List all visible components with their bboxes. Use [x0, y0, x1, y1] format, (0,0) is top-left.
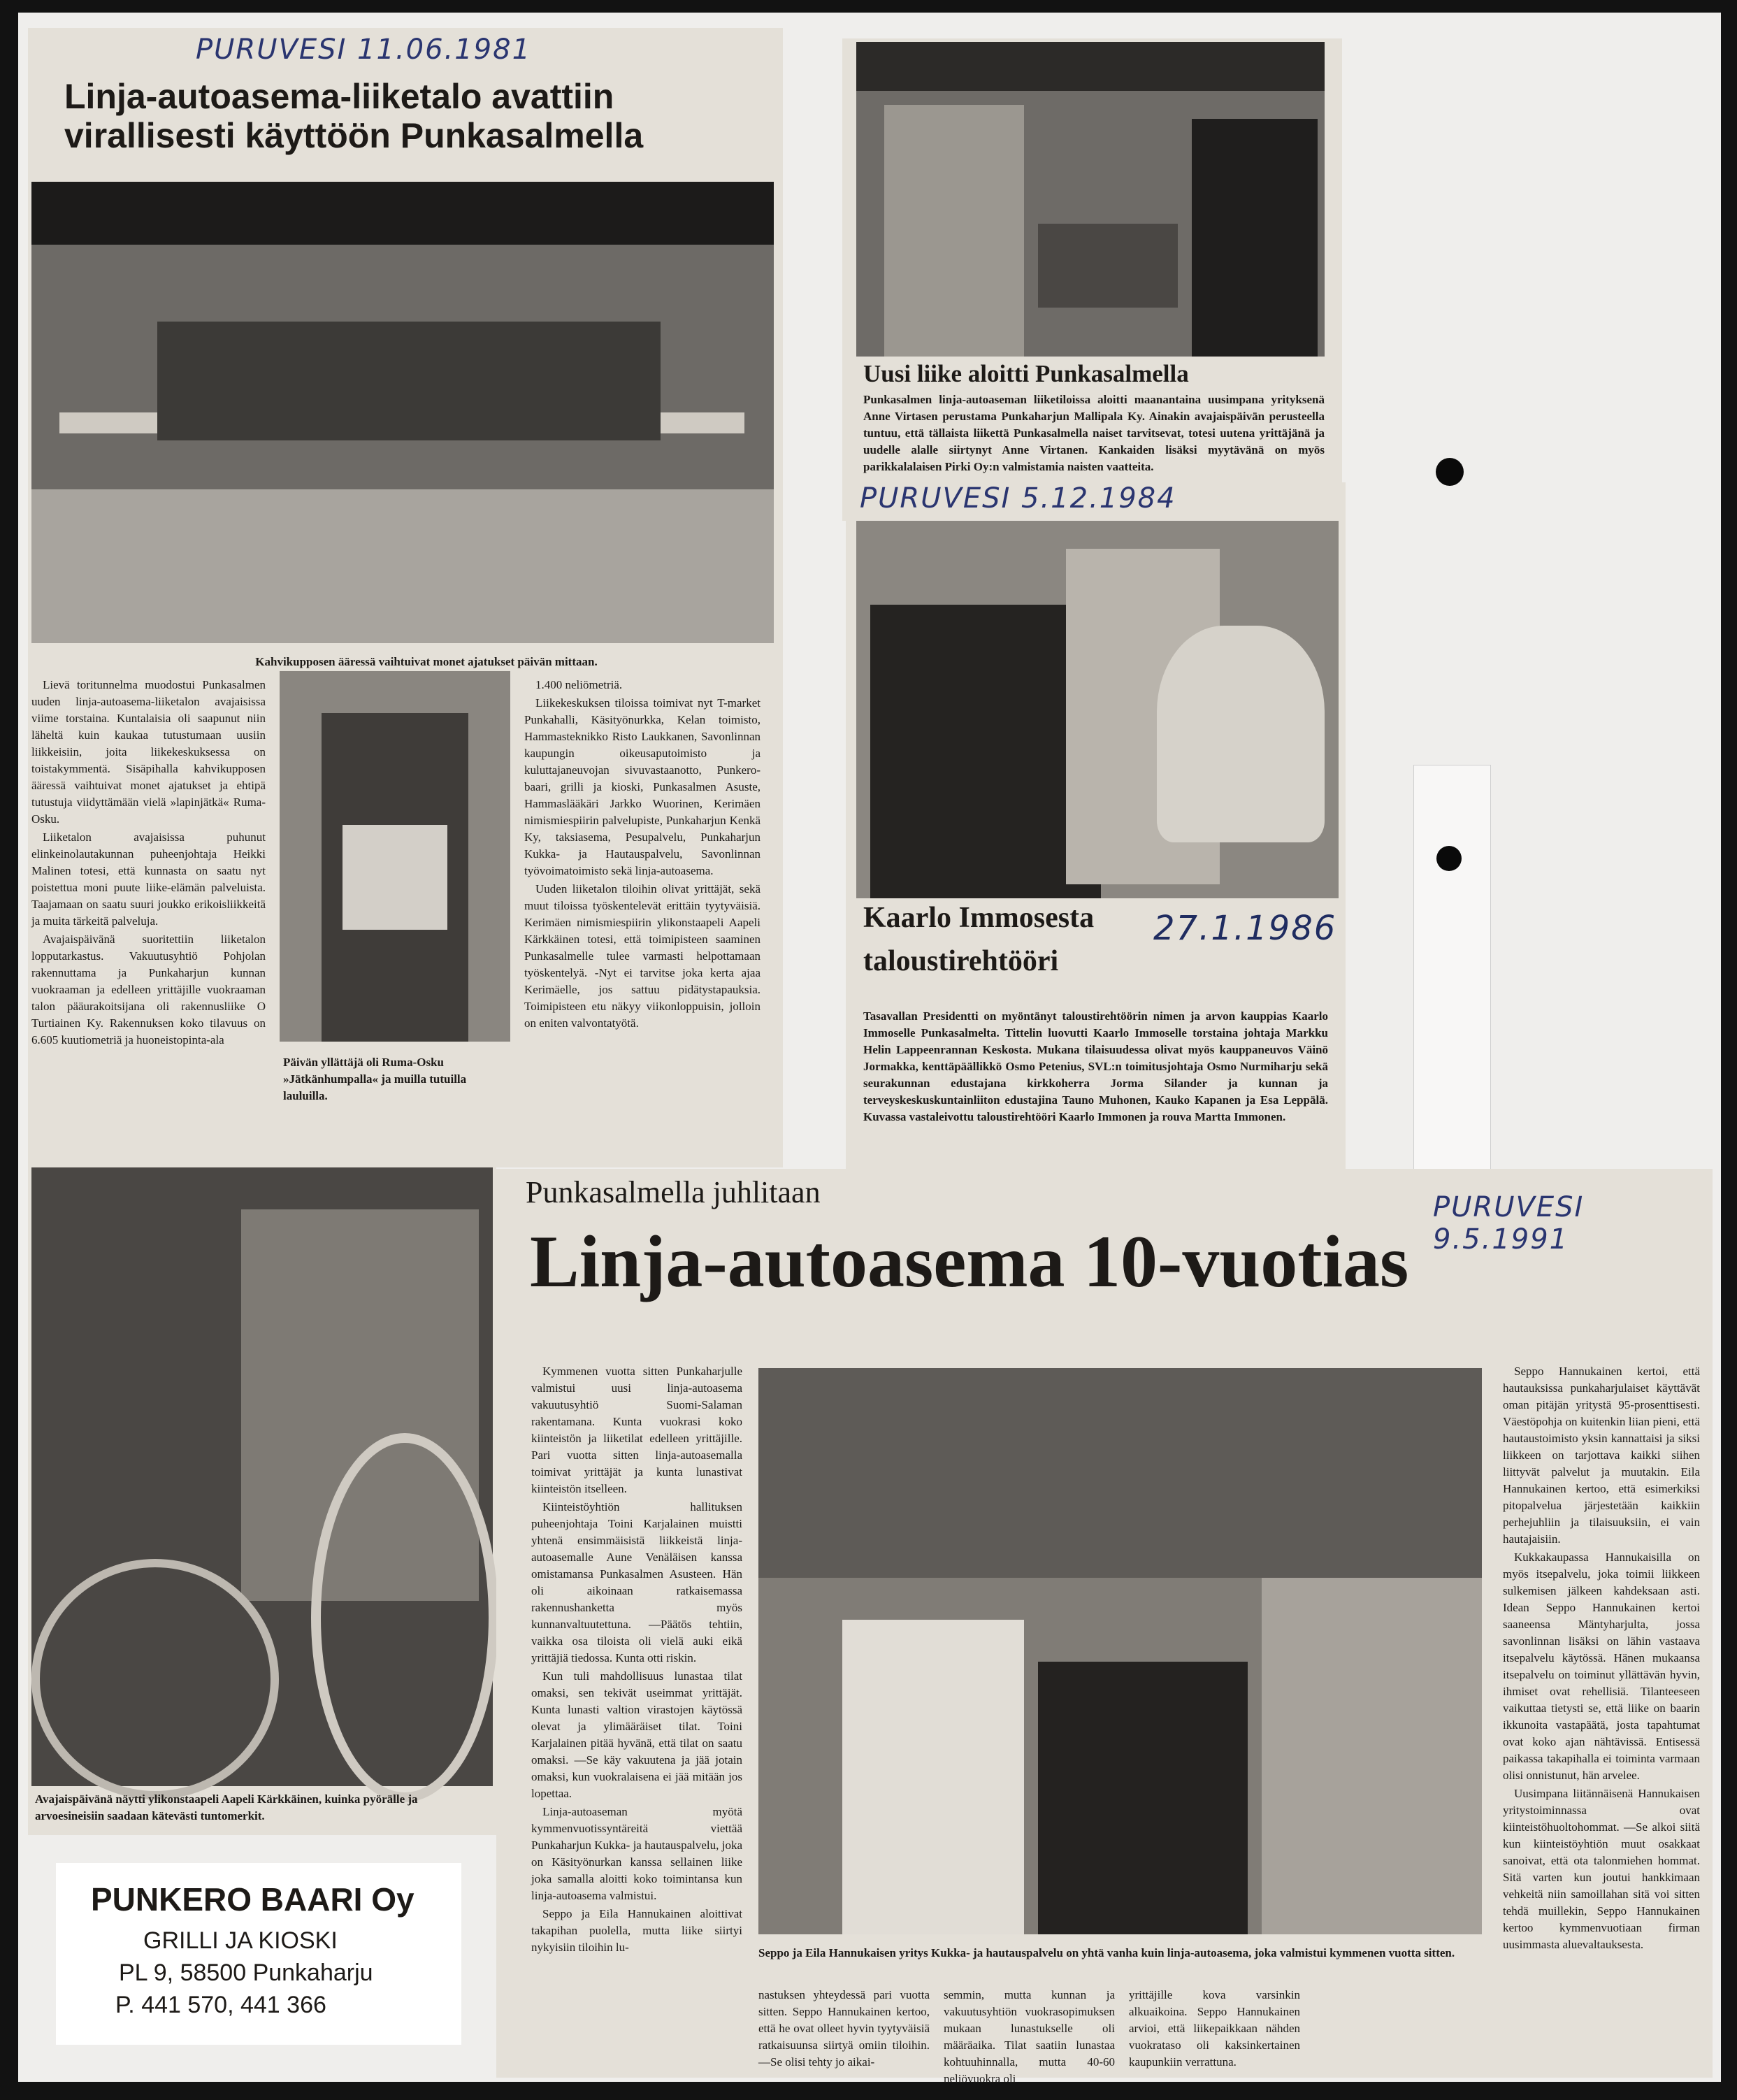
headline-1981: Linja-autoasema-liiketalo avattiin virallisesti käyttöön Punkasalmella: [64, 77, 644, 155]
headline-uusi-liike: Uusi liike aloitti Punkasalmella: [863, 360, 1189, 387]
paragraph: Kun tuli mahdollisuus lunastaa tilat omaksi, sen tekivät useimmat yrittäjät. Kunta lunasti valtion virastojen käytössä olevat ja ylimääräiset tilat. Toini Karjalainen pitää hyvänä, että tilat on saatu omaksi. —Se käy vakuutena ja jää jotain omaksi, kun vuokralaisena ei jää mitään jos lopettaa.: [531, 1669, 742, 1800]
paragraph: Kiinteistöyhtiön hallituksen puheenjohtaja Toini Karjalainen muistti yhtenä ensimmäisistä liikkeistä linja-autoasemalle Aune Venäläisen kanssa omistamansa Punkasalmen Asusteen. Hän oli aikoinaan ratkaisemassa rakennushanketta myös kunnanvaltuutettuna. —Päätös tehtiin, vaikka osa tiloista oli vielä auki eikä yrittäjiä tiedossa. Kunta otti riskin.: [531, 1500, 742, 1664]
photo-accordion-player: [280, 671, 510, 1042]
paragraph: Kymmenen vuotta sitten Punkaharjulle valmistui uusi linja-autoasema vakuutusyhtiö Suomi-Salaman rakentamana. Kunta vuokrasi koko kiinteistön ja liiketilat edelleen yrittäjille. Pari vuotta sitten linja-autoasemalla toimivat yrittäjät ja kunta lunastivat kiinteistön itselleen.: [531, 1365, 742, 1495]
punch-hole-top: [1436, 458, 1464, 486]
handwritten-date-1991: PURUVESI 9.5.1991: [1433, 1191, 1585, 1256]
paragraph: Lievä toritunnelma muodostui Punkasalmen uuden linja-autoasema-liiketalon avajaisissa viime torstaina. Kuntalaisia oli saapunut niin läheltä kuin kaukaa tutustumaan uusiin liikkeisiin, joita liikekeskuksessa on toistakymmentä. Sisäpihalla kahvikupposen ääressä vaihtuivat monet ajatukset ja ehtipä tutustuja viidyttämään vielä »lapinjätkä« Ruma-Osku.: [31, 678, 266, 826]
photo-caption-bicycle: Avajaispäivänä näytti ylikonstaapeli Aapeli Kärkkäinen, kuinka pyörälle ja arvoesineisiin saadaan kätevästi tuntomerkit.: [35, 1792, 418, 1822]
paragraph: Linja-autoaseman myötä kymmenvuotissyntäreitä viettää Punkaharjun Kukka- ja hautauspalvelu, joka on Käsityönurkan kanssa sellainen liike joka samalla aloitti koko toimintansa kun linja-autoasema valmistui.: [531, 1805, 742, 1902]
photo-bicycle-marking: [31, 1167, 493, 1786]
punch-hole-middle: [1436, 846, 1462, 871]
body-kaarlo: Tasavallan Presidentti on myöntänyt taloustirehtöörin nimen ja arvon kauppias Kaarlo Immoselle Punkasalmelta. Tittelin luovutti Kaarlo Immoselle torstaina johtaja Markku Helin Lappeenrannan Keskosta. Mukana tilaisuudessa olivat myös kauppaneuvos Väinö Jormakka, kenttäpäällikkö Osmo Petenius, SVL:n toimitusjohtaja Osmo Nurmiharju sekä seurakunnan edustajana kirkkoherra Jorma Silander ja kunnan ja terveyskeskuskuntainliiton edustajina Tauno Muhonen, Kauko Kapanen ja Esa Leppälä. Kuvassa vastaleivottu taloustirehtööri Kaarlo Immonen ja rouva Martta Immonen.: [863, 1009, 1328, 1123]
ad-line-3: P. 441 570, 441 366: [115, 1992, 326, 2018]
handwritten-date-1986: 27.1.1986: [1153, 909, 1337, 948]
clipping-bicycle-photo: [28, 1167, 496, 1835]
paragraph: Uuden liiketalon tiloihin olivat yrittäjät, sekä muut tiloissa työskentelevät erittäin tyytyväisiä. Kerimäen nimismiespiirin ylikonstaapeli Aapeli Kärkkäinen totesi, että toimipisteen saaminen Punkasalmelle tulee varmasti helpottamaan työskentelyä. -Nyt ei tarvitse joka kerta ajaa Kerimäelle, jos sattuu pidätystapauksia. Toimipisteen etu näkyy viikonloppuisin, jolloin on eniten valvontatyötä.: [524, 882, 761, 1030]
paragraph: 1.400 neliömetriä.: [535, 678, 623, 691]
photo-caption-hannukainen: Seppo ja Eila Hannukaisen yritys Kukka- ja hautauspalvelu on yhtä vanha kuin linja-autoasema, joka valmistui kymmenen vuotta sitten.: [758, 1946, 1455, 1959]
handwritten-date-1984: PURUVESI 5.12.1984: [860, 482, 1176, 515]
article-1991-col2: nastuksen yhteydessä pari vuotta sitten. Seppo Hannukainen kertoo, että he ovat olleet hyvin tyytyväisiä ratkaisuunsa siirtyä omiin tiloihin. —Se olisi tehty jo aikai-: [758, 1988, 930, 2069]
article-1981-col3: [524, 677, 761, 1033]
headline-1991: Linja-autoasema 10-vuotias: [530, 1221, 1409, 1302]
clipping-1991: [496, 1169, 1713, 2085]
photo-caption-cafe: Kahvikupposen ääressä vaihtuivat monet ajatukset päivän mittaan.: [255, 655, 598, 668]
article-1991-col5: [1503, 1363, 1700, 1955]
clipping-1981: [28, 28, 783, 1167]
paragraph: Uusimpana liitännäisenä Hannukaisen yritystoiminnassa ovat kiinteistöhuoltohommat. —Se alkoi siitä kun kiinteistöyhtiön muut osakkaat sanoivat, että ota talonmiehen hommat. Sitä varten kun joutui hankkimaan vehkeitä niin samoillahan sitä voi sitten tehdä muillekin, Seppo Hannukainen kertoo kymmenvuotiaan firman uusimmasta aluevaltauksesta.: [1503, 1787, 1700, 1951]
article-1991-col3: semmin, mutta kunnan ja vakuutusyhtiön vuokrasopimuksen mukaan lunastukselle oli määräaika. Tilat saatiin lunastaa kohtuuhinnalla, mutta 40-60 neliövuokra oli: [944, 1988, 1115, 2085]
paragraph: Kukkakaupassa Hannukaisilla on myös itsepalvelu, joka toimii liikkeen sulkemisen jälkeen kahdeksaan asti. Idean Seppo Hannukainen kertoi saaneensa Mäntyharjulta, jossa savonlinnan lisäksi on lähin vastaava itsepalvelu käytössä. Hänen mukaansa itsepalvelu on toiminut yllättävän hyvin, ihmiset ovat rehellisiä. Tilanteeseen vaikuttaa tietysti se, että liike on baarin ikkunoita vastapäätä, josta tapahtumat ovat koko ajan nähtävissä. Entisessä paikassa takapihalla ei toiminta varmaan olisi onnistunut, hän arvelee.: [1503, 1551, 1700, 1782]
paragraph: Liiketalon avajaisissa puhunut elinkeinolautakunnan puheenjohtaja Heikki Malinen totesi, että kunnasta on saatu nyt poistettua moni puute liike-elämän palveluista. Taajamaan on saatu suuri joukko erikoisliikkeitä ja muita tärkeitä palveluja.: [31, 830, 266, 928]
ad-line-2: PL 9, 58500 Punkaharju: [119, 1959, 373, 1986]
article-1991-col4: yrittäjille kova varsinkin alkuaikoina. Seppo Hannukainen arvioi, että liikepaikkaan nähden vuokrataso oli kaksinkertainen kaupunkiin verrattuna.: [1129, 1988, 1300, 2069]
headline-kaarlo-line1: Kaarlo Immosesta: [863, 902, 1095, 934]
ad-punkero-baari: [56, 1863, 461, 2045]
body-uusi-liike: Punkasalmen linja-autoaseman liiketiloissa aloitti maanantaina uusimpana yrityksenä Anne Virtasen perustama Punkaharjun Mallipala Ky. Ainakin avajaispäivän perusteella tuntuu, että tällaista liikettä Punkasalmella naiset tarvitsevat, totesi uutena yrittäjänä ja uudelle alalle siirtynyt Anne Virtanen. Kankaiden lisäksi myytävänä on myös parikkalalaisen Pirki Oy:n valmistamia naisten vaatteita.: [863, 393, 1325, 473]
photo-cafe-tables: [31, 182, 774, 643]
paragraph: Seppo Hannukainen kertoi, että hautauksissa punkaharjulaiset käyttävät oman pitäjän yritystä 95-prosenttisesti. Väestöpohja on kuitenkin liian pieni, että hautaustoimisto yksin kannattaisi ja siksi liikkeen on tarjottava kaikki siihen liittyvät palvelut ja muutakin. Eila Hannukainen kertoo, että esimerkiksi pitopalvelua järjestetään kaikkiin perhejuhliin ja tilaisuuksiin, ei vain hautajaisiin.: [1503, 1365, 1700, 1546]
ad-company-name: PUNKERO BAARI Oy: [91, 1881, 415, 1918]
clipping-taloustirehtoori: [846, 482, 1346, 1174]
ad-line-1: GRILLI JA KIOSKI: [143, 1927, 338, 1954]
photo-fabric-shop: [856, 42, 1325, 357]
photo-immonen-flowers: [856, 521, 1339, 898]
photo-hannukainen-couple: [758, 1368, 1482, 1934]
paragraph: Seppo ja Eila Hannukainen aloittivat takapihan puolella, mutta liike siirtyi nykyisiin tiloihin lu-: [531, 1907, 742, 1954]
paragraph: Liikekeskuksen tiloissa toimivat nyt T-market Punkahalli, Käsityönurkka, Kelan toimisto, Hammasteknikko Risto Laukkanen, Savonlinnan kaupungin oikeusaputoimisto ja kuluttajaneuvojan sivuvastaanotto, Punkero-baari, grilli ja kioski, Punkasalmen Asuste, Hammaslääkäri Jarkko Wuorinen, Kerimäen nimismiespiirin palvelupiste, Punkaharjun Kenkä Ky, taksiasema, Pesupalvelu, Punkaharjun Kukka- ja Hautauspalvelu, Savonlinnan työvoimatoimisto sekä linja-autoasema.: [524, 696, 761, 877]
article-1981-col1: [31, 677, 266, 1050]
kicker-1991: Punkasalmella juhlitaan: [526, 1175, 821, 1209]
headline-kaarlo-line2: taloustirehtööri: [863, 945, 1059, 977]
clipping-uusi-liike: [842, 38, 1342, 521]
photo-caption-accordion: Päivän yllättäjä oli Ruma-Osku »Jätkänhumpalla« ja muilla tutuilla lauluilla.: [283, 1056, 467, 1102]
paragraph: Avajaispäivänä suoritettiin liiketalon lopputarkastus. Vakuutusyhtiö Pohjolan rakennuttama ja Punkaharjun kunnan vuokraaman ja edelleen yrittäjille vuokraaman talon pääurakoitsijana oli rakennusliike O Turtiainen Ky. Rakennuksen koko tilavuus on 6.605 kuutiometriä ja huoneistopinta-ala: [31, 933, 266, 1047]
article-1991-col1: [531, 1363, 742, 1957]
handwritten-date-1981: PURUVESI 11.06.1981: [196, 34, 532, 66]
